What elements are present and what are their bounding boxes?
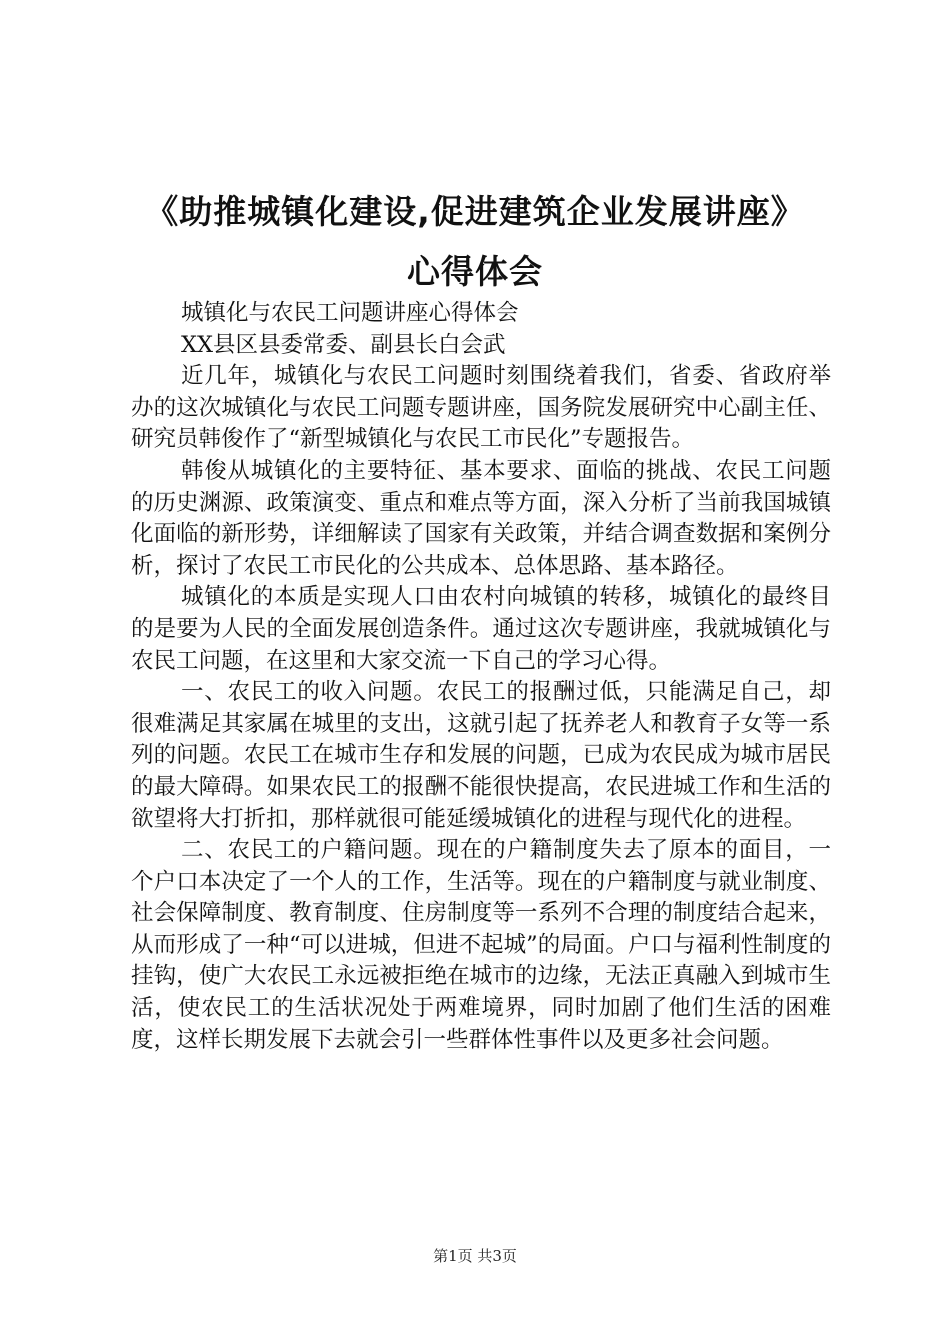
document-body — [131, 298, 831, 1056]
body-paragraph-1: 近几年，城镇化与农民工问题时刻围绕着我们，省委、省政府举办的这次城镇化与农民工问题专题讲座，国务院发展研究中心副主任、研究员韩俊作了“新型城镇化与农民工市民化”专题报告。 — [131, 363, 831, 453]
document-title-line-1: 《助推城镇化建设,促进建筑企业发展讲座》 — [145, 192, 805, 231]
body-paragraph-3: 城镇化的本质是实现人口由农村向城镇的转移，城镇化的最终目的是要为人民的全面发展创造条件。通过这次专题讲座，我就城镇化与农民工问题，在这里和大家交流一下自己的学习心得。 — [131, 584, 831, 674]
body-paragraph-2: 韩俊从城镇化的主要特征、基本要求、面临的挑战、农民工问题的历史渊源、政策演变、重点和难点等方面，深入分析了当前我国城镇化面临的新形势，详细解读了国家有关政策，并结合调查数据和案例分析，探讨了农民工市民化的公共成本、总体思路、基本路径。 — [131, 457, 831, 579]
author-line: XX县区县委常委、副县长白会武 — [181, 331, 506, 358]
body-paragraph-4: 一、农民工的收入问题。农民工的报酬过低，只能满足自己，却很难满足其家属在城里的支出，这就引起了抚养老人和教育子女等一系列的问题。农民工在城市生存和发展的问题，已成为农民成为城市居民的最大障碍。如果农民工的报酬不能很快提高，农民进城工作和生活的欲望将大打折扣，那样就很可能延缓城镇化的进程与现代化的进程。 — [131, 679, 831, 832]
body-paragraph-5: 二、农民工的户籍问题。现在的户籍制度失去了原本的面目，一个户口本决定了一个人的工作，生活等。现在的户籍制度与就业制度、社会保障制度、教育制度、住房制度等一系列不合理的制度结合起来，从而形成了一种“可以进城，但进不起城”的局面。户口与福利性制度的挂钩，使广大农民工永远被拒绝在城市的边缘，无法正真融入到城市生活，使农民工的生活状况处于两难境界，同时加剧了他们生活的困难度，这样长期发展下去就会引一些群体性事件以及更多社会问题。 — [131, 837, 831, 1053]
document-title-line-2: 心得体会 — [407, 252, 543, 291]
subtitle-paragraph: 城镇化与农民工问题讲座心得体会 — [181, 300, 519, 326]
page-number-footer: 第1页 共3页 — [433, 1247, 517, 1265]
